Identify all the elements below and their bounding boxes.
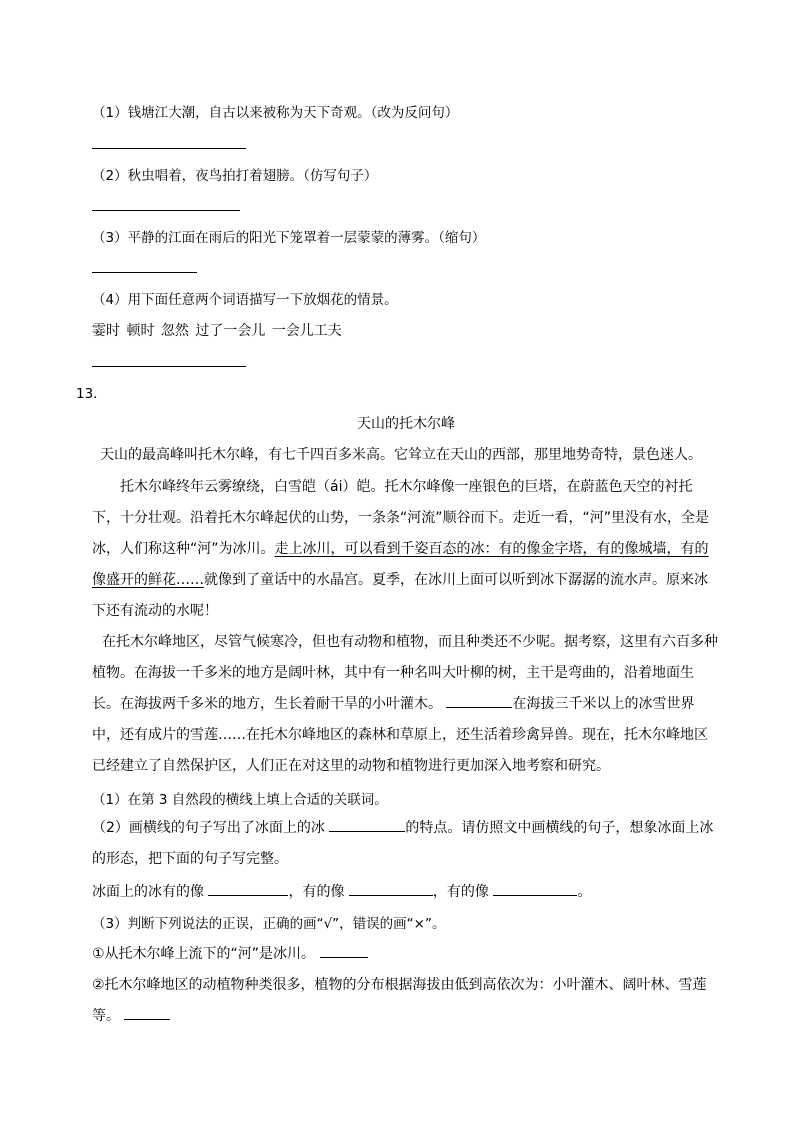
passage-paragraph-2 bbox=[92, 472, 720, 627]
shape-blank-1[interactable] bbox=[208, 881, 288, 896]
paragraph-3-text-b: 在海拔三千米以上的冰雪世界中，还有成片的雪莲……在托木尔峰地区的森林和草原上，还生活着珍禽异兽。现在，托木尔峰地区已经建立了自然保护区，人们正在对这里的动物和植物进行更加深入地考察和研究。 bbox=[92, 696, 708, 774]
judge-2-blank[interactable] bbox=[124, 1005, 170, 1020]
fill-sentence-mid-1: ，有的像 bbox=[288, 884, 345, 900]
judge-1-text: ①从托木尔峰上流下的“河”是冰川。 bbox=[92, 946, 316, 962]
fill-sentence-start: 冰面上的冰有的像 bbox=[92, 884, 204, 900]
answer-line-3[interactable] bbox=[92, 272, 197, 273]
fill-sentence-end: 。 bbox=[577, 884, 592, 900]
q12-item-4: （4）用下面任意两个词语描写一下放烟花的情景。 bbox=[92, 292, 398, 308]
passage-title: 天山的托木尔峰 bbox=[357, 416, 455, 432]
q12-item-3: （3）平静的江面在雨后的阳光下笼罩着一层蒙蒙的薄雾。（缩句） bbox=[92, 230, 486, 246]
q13-number: 13． bbox=[76, 386, 107, 402]
q12-word-list: 霎时 顿时 忽然 过了一会儿 一会儿工夫 bbox=[92, 323, 342, 339]
paragraph-2-text-b: 就像到了童话中的水晶宫。夏季，在冰川上面可以听到冰下潺潺的流水声。原来冰下还有流动的水呢！ bbox=[92, 572, 708, 619]
answer-line-2[interactable] bbox=[92, 210, 240, 211]
sub-question-3: （3）判断下列说法的正误，正确的画“√”，错误的画“×”。 bbox=[92, 916, 446, 932]
paragraph-2-text-a: 托木尔峰终年云雾缭绕，白雪皑（ái）皑。托木尔峰像一座银色的巨塔，在蔚蓝色天空的衬托下，十分壮观。沿着托木尔峰起伏的山势，一条条“河流”顺谷而下。走近一看，“河”里没有水，全是冰，人们称这种“河”为冰川。 bbox=[92, 479, 710, 557]
sub-question-1: （1）在第 3 自然段的横线上填上合适的关联词。 bbox=[92, 792, 388, 808]
connective-blank[interactable] bbox=[446, 693, 512, 708]
judge-1-blank[interactable] bbox=[320, 943, 368, 958]
sub-question-2 bbox=[92, 813, 720, 875]
judge-2-text: ②托木尔峰地区的动植物种类很多，植物的分布根据海拔由低到高依次为：小叶灌木、阔叶林、雪莲等。 bbox=[92, 977, 707, 1024]
sub-question-2-text-a: （2）画横线的句子写出了冰面上的冰 bbox=[92, 820, 325, 836]
judge-item-2 bbox=[92, 970, 720, 1032]
fill-in-sentence bbox=[92, 881, 591, 901]
fill-sentence-mid-2: ，有的像 bbox=[432, 884, 489, 900]
passage-paragraph-3 bbox=[92, 627, 720, 782]
underlined-sentence: 走上冰川，可以看到千姿百态的冰：有的像金字塔，有的像城墙，有的像盛开的鲜花…… bbox=[92, 541, 709, 588]
passage-paragraph-1: 天山的最高峰叫托木尔峰，有七千四百多米高。它耸立在天山的西部，那里地势奇特，景色迷人。 bbox=[100, 447, 702, 463]
q12-item-2: （2）秋虫唱着，夜鸟拍打着翅膀。（仿写句子） bbox=[92, 168, 378, 184]
judge-item-1 bbox=[92, 943, 368, 963]
q12-item-1: （1）钱塘江大潮，自古以来被称为天下奇观。（改为反问句） bbox=[92, 105, 459, 121]
sub-question-2-text-b: 的特点。请仿照文中画横线的句子，想象冰面上冰的形态，把下面的句子写完整。 bbox=[92, 820, 714, 867]
shape-blank-3[interactable] bbox=[493, 881, 577, 896]
answer-line-4[interactable] bbox=[92, 366, 246, 367]
answer-line-1[interactable] bbox=[92, 148, 246, 149]
feature-blank[interactable] bbox=[329, 817, 405, 832]
shape-blank-2[interactable] bbox=[349, 881, 433, 896]
paragraph-3-text-a: 在托木尔峰地区，尽管气候寒冷，但也有动物和植物，而且种类还不少呢。据考察，这里有六百多种植物。在海拔一千多米的地方是阔叶林，其中有一种名叫大叶柳的树，主干是弯曲的，沿着地面生长。在海拔两千多米的地方，生长着耐干旱的小叶灌木。 bbox=[92, 634, 718, 712]
